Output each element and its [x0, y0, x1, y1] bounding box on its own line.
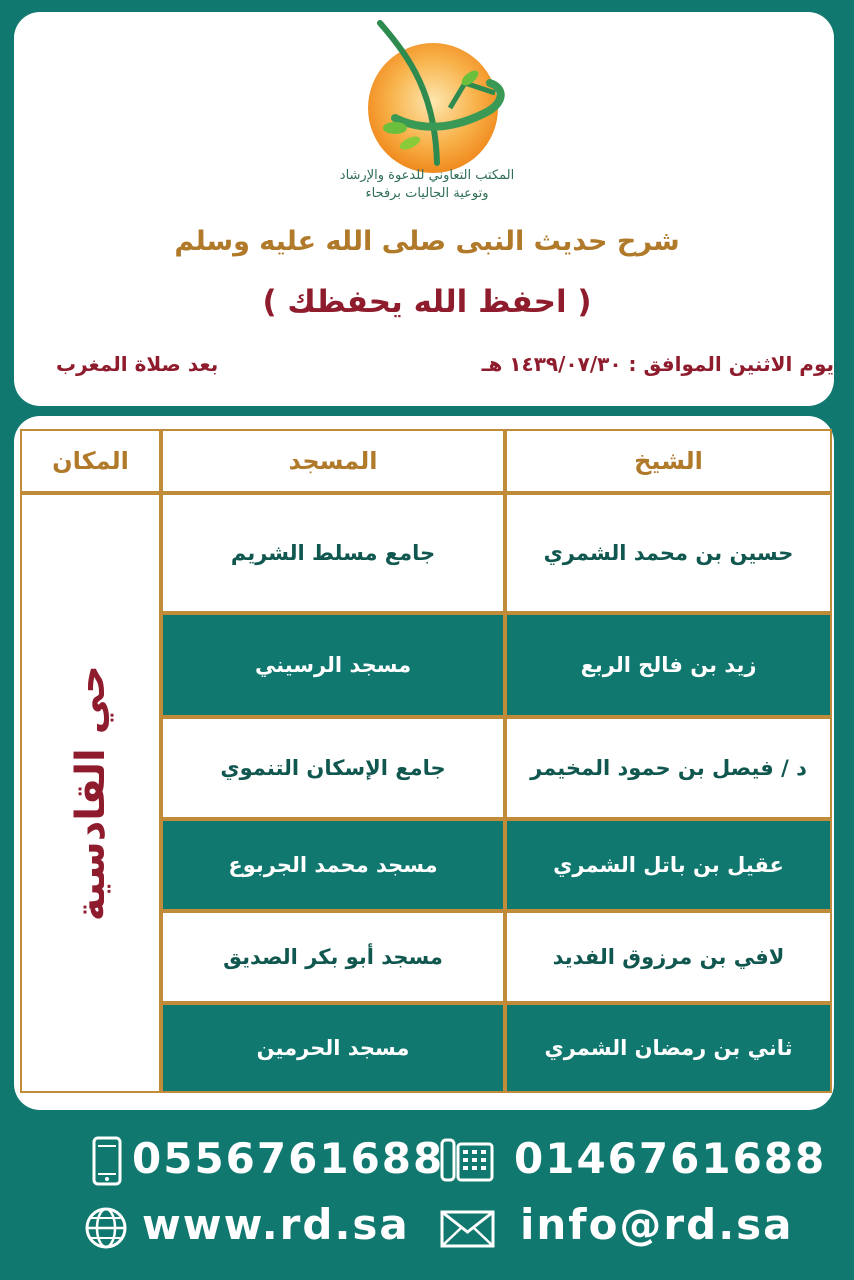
- row-5-sheikh: لافي بن مرزوق الفديد: [505, 911, 832, 1003]
- date-text: يوم الاثنين الموافق : ١٤٣٩/٠٧/٣٠ هـ: [481, 352, 834, 376]
- email-address[interactable]: info@rd.sa: [520, 1200, 794, 1249]
- place-name: حي القادسية: [67, 664, 114, 922]
- phone-number: 0146761688: [514, 1134, 827, 1183]
- row-3-sheikh: د / فيصل بن حمود المخيمر: [505, 717, 832, 819]
- row-4-masjid: مسجد محمد الجربوع: [161, 819, 505, 911]
- row-6-sheikh: ثاني بن رمضان الشمري: [505, 1003, 832, 1093]
- schedule-table: [20, 429, 832, 1093]
- email-icon: [440, 1210, 495, 1248]
- header-masjid: المسجد: [161, 429, 505, 493]
- row-6-masjid: مسجد الحرمين: [161, 1003, 505, 1093]
- time-text: بعد صلاة المغرب: [56, 352, 219, 376]
- organization-logo: [355, 18, 525, 213]
- row-1-sheikh: حسين بن محمد الشمري: [505, 493, 832, 613]
- place-cell: [20, 493, 161, 1093]
- row-4-sheikh: عقيل بن باتل الشمري: [505, 819, 832, 911]
- website-link[interactable]: www.rd.sa: [142, 1200, 410, 1249]
- row-1-masjid: جامع مسلط الشريم: [161, 493, 505, 613]
- mobile-icon: [92, 1136, 122, 1186]
- org-name-line2: وتوعية الجاليات برفحاء: [365, 186, 489, 201]
- row-5-masjid: مسجد أبو بكر الصديق: [161, 911, 505, 1003]
- header-place: المكان: [20, 429, 161, 493]
- phone-icon: [440, 1138, 495, 1182]
- org-name-line1: المكتب التعاوني للدعوة والإرشاد: [339, 168, 515, 183]
- header-sheikh: الشيخ: [505, 429, 832, 493]
- row-2-sheikh: زيد بن فالح الربع: [505, 613, 832, 717]
- lecture-title: شرح حديث النبى صلى الله عليه وسلم: [174, 226, 680, 257]
- row-2-masjid: مسجد الرسيني: [161, 613, 505, 717]
- row-3-masjid: جامع الإسكان التنموي: [161, 717, 505, 819]
- globe-icon: [84, 1206, 128, 1250]
- lecture-subtitle: ( احفظ الله يحفظك ): [262, 284, 592, 320]
- mobile-number: 0556761688: [132, 1134, 445, 1183]
